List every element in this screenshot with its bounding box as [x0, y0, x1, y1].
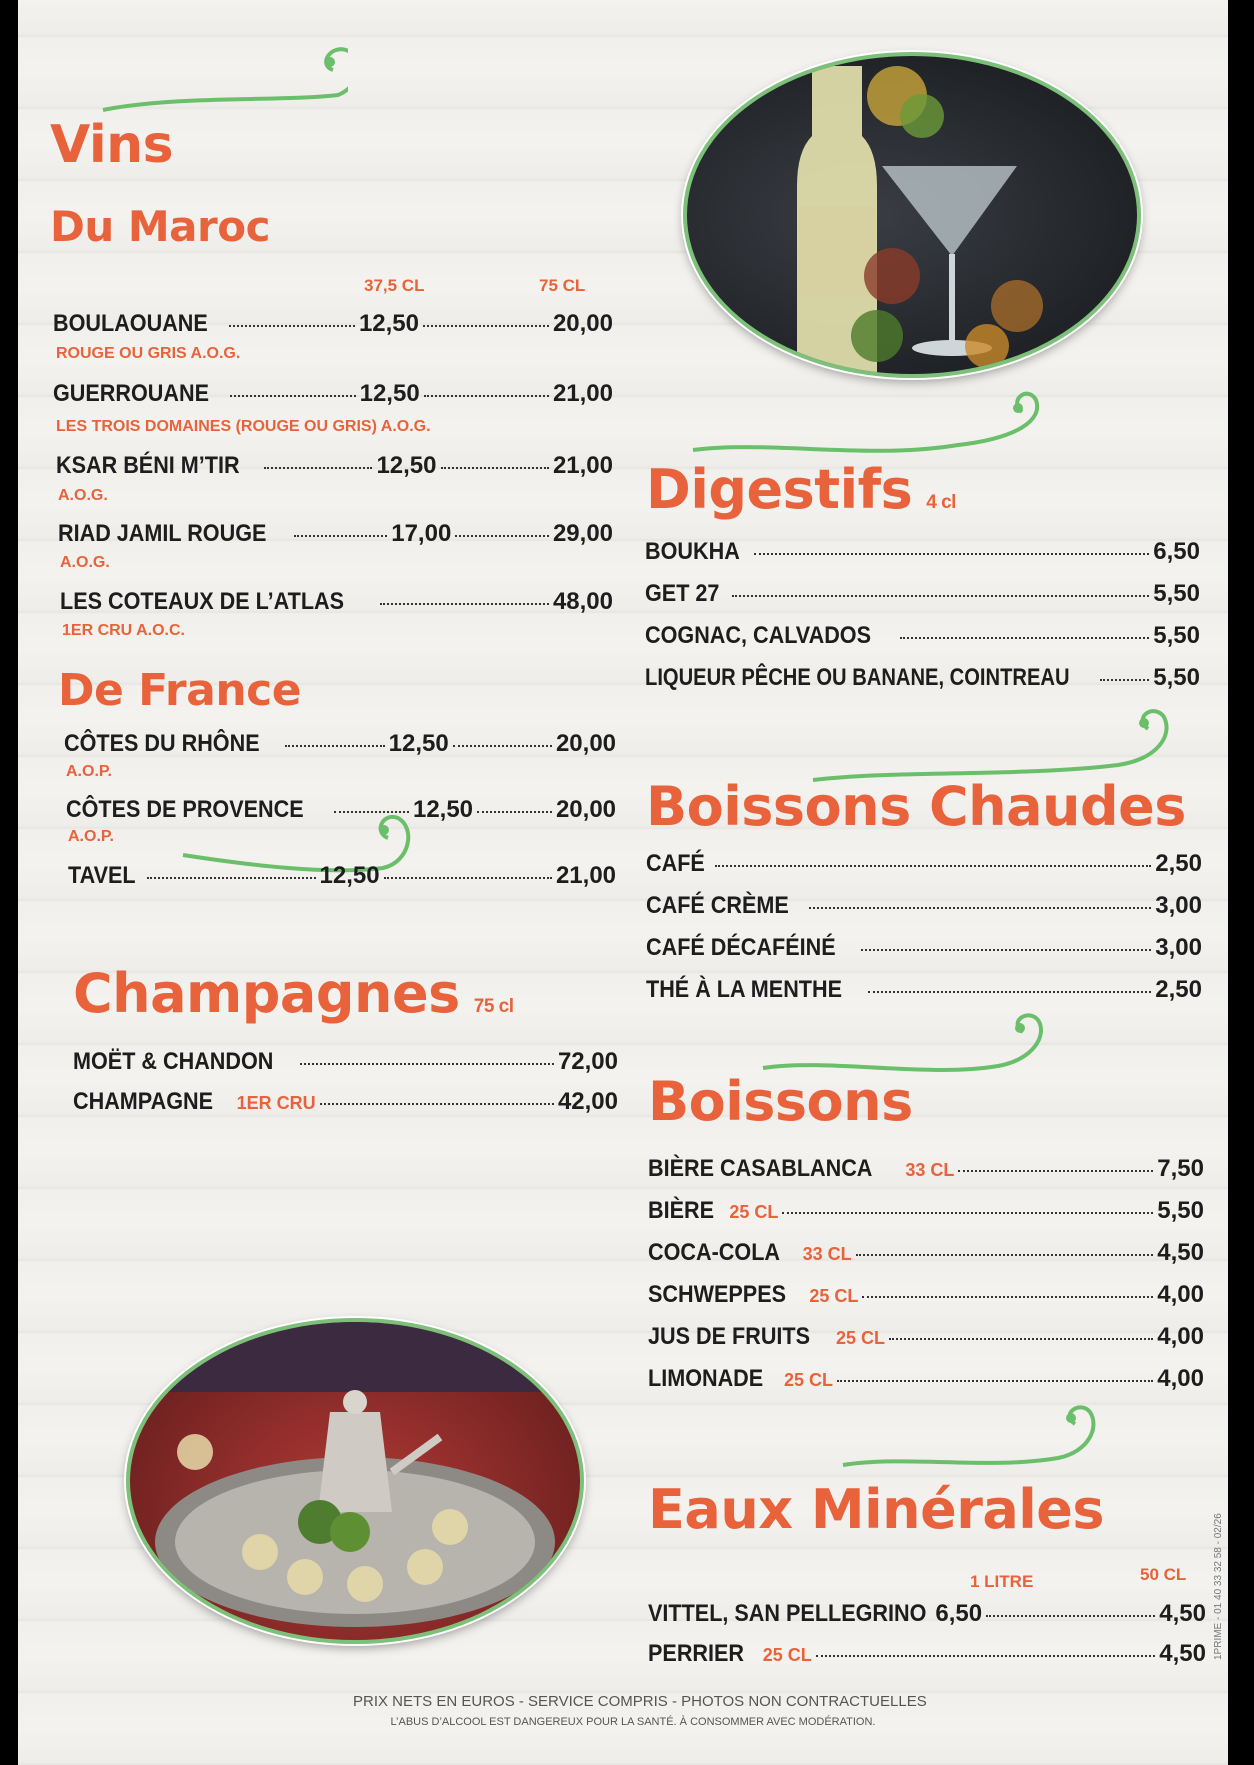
section-title-boissons-chaudes: Boissons Chaudes: [646, 775, 1186, 838]
menu-item-cafe: CAFÉ 2,50: [646, 850, 1202, 877]
printer-credit: 1PRIME - 01 40 33 32 58 - 02/26: [1213, 1513, 1224, 1660]
menu-item-limonade: LIMONADE 25 CL 4,00: [648, 1365, 1204, 1392]
menu-item-the-menthe: THÉ À LA MENTHE 2,50: [646, 976, 1202, 1003]
tea-set-photo: [126, 1318, 584, 1644]
menu-item-champagne-1er-cru: CHAMPAGNE 1ER CRU 42,00: [73, 1088, 618, 1115]
menu-item-perrier: PERRIER 25 CL 4,50: [648, 1640, 1206, 1667]
column-header-37cl: 37,5 CL: [364, 276, 425, 295]
menu-item-tavel: TAVEL 12,50 21,00: [68, 862, 617, 889]
column-header-75cl: 75 CL: [539, 276, 586, 295]
section-title-eaux-minerales: Eaux Minérales: [648, 1478, 1105, 1541]
menu-item-cotes-de-provence: CÔTES DE PROVENCE 12,50 20,00: [66, 796, 617, 823]
wine-photo: [683, 52, 1141, 378]
menu-item-guerrouane: GUERROUANE 12,50 21,00: [53, 380, 613, 407]
menu-item-subtitle: A.O.P.: [66, 763, 112, 780]
menu-item-cognac-calvados: COGNAC, CALVADOS 5,50: [645, 622, 1200, 649]
menu-item-schweppes: SCHWEPPES 25 CL 4,00: [648, 1281, 1204, 1308]
menu-item-cafe-decafeine: CAFÉ DÉCAFÉINÉ 3,00: [646, 934, 1202, 961]
footer-pricing-note: PRIX NETS EN EUROS - SERVICE COMPRIS - PHOTOS NON CONTRACTUELLES: [353, 1693, 927, 1710]
menu-item-boulaouane: BOULAOUANE 12,50 20,00: [53, 310, 613, 337]
swirl-ornament-vins: [98, 40, 348, 120]
digestifs-unit: 4 cl: [926, 492, 956, 513]
section-title-boissons: Boissons: [648, 1070, 913, 1133]
menu-item-biere: BIÈRE 25 CL 5,50: [648, 1197, 1204, 1224]
menu-item-cotes-du-rhone: CÔTES DU RHÔNE 12,50 20,00: [64, 730, 617, 757]
menu-item-subtitle: A.O.P.: [68, 828, 114, 845]
column-header-1-litre: 1 LITRE: [970, 1572, 1034, 1591]
subsection-title-france: De France: [58, 665, 302, 716]
menu-item-biere-casablanca: BIÈRE CASABLANCA 33 CL 7,50: [648, 1155, 1204, 1182]
menu-item-moet-chandon: MOËT & CHANDON 72,00: [73, 1048, 618, 1075]
menu-item-jus-de-fruits: JUS DE FRUITS 25 CL 4,00: [648, 1323, 1204, 1350]
menu-item-get-27: GET 27 5,50: [645, 580, 1200, 607]
moroccan-tea-tray-image: [130, 1322, 580, 1640]
swirl-ornament-eaux: [838, 1400, 1108, 1480]
menu-item-coca-cola: COCA-COLA 33 CL 4,50: [648, 1239, 1204, 1266]
menu-item-vittel-san-pellegrino: VITTEL, SAN PELLEGRINO 6,50 4,50: [648, 1600, 1206, 1627]
menu-item-cafe-creme: CAFÉ CRÈME 3,00: [646, 892, 1202, 919]
menu-item-boukha: BOUKHA 6,50: [645, 538, 1200, 565]
menu-item-subtitle: 1ER CRU A.O.C.: [62, 622, 185, 639]
menu-item-liqueur: LIQUEUR PÊCHE OU BANANE, COINTREAU 5,50: [645, 664, 1200, 691]
menu-item-subtitle: ROUGE OU GRIS A.O.G.: [56, 345, 241, 362]
section-title-champagnes: Champagnes 75 cl: [73, 962, 514, 1025]
menu-item-ksar-beni-mtir: KSAR BÉNI M’TIR 12,50 21,00: [56, 452, 613, 479]
menu-item-subtitle: A.O.G.: [60, 554, 110, 571]
footer-alcohol-warning: L’ABUS D’ALCOOL EST DANGEREUX POUR LA SANTÉ. À CONSOMMER AVEC MODÉRATION.: [390, 1716, 876, 1728]
swirl-ornament-chaudes: [808, 705, 1188, 785]
wine-bottle-glass-image: [687, 56, 1137, 374]
section-title-digestifs: Digestifs 4 cl: [646, 458, 956, 521]
section-title-vins: Vins: [50, 115, 174, 175]
menu-item-coteaux-atlas: LES COTEAUX DE L’ATLAS 48,00: [60, 588, 613, 615]
champagnes-unit: 75 cl: [473, 996, 514, 1017]
subsection-title-maroc: Du Maroc: [50, 202, 270, 251]
column-header-50cl: 50 CL: [1140, 1565, 1187, 1584]
menu-item-subtitle: A.O.G.: [58, 487, 108, 504]
menu-item-riad-jamil-rouge: RIAD JAMIL ROUGE 17,00 29,00: [58, 520, 614, 547]
menu-page: [18, 0, 1228, 1765]
menu-item-subtitle: LES TROIS DOMAINES (ROUGE OU GRIS) A.O.G.: [56, 418, 431, 435]
